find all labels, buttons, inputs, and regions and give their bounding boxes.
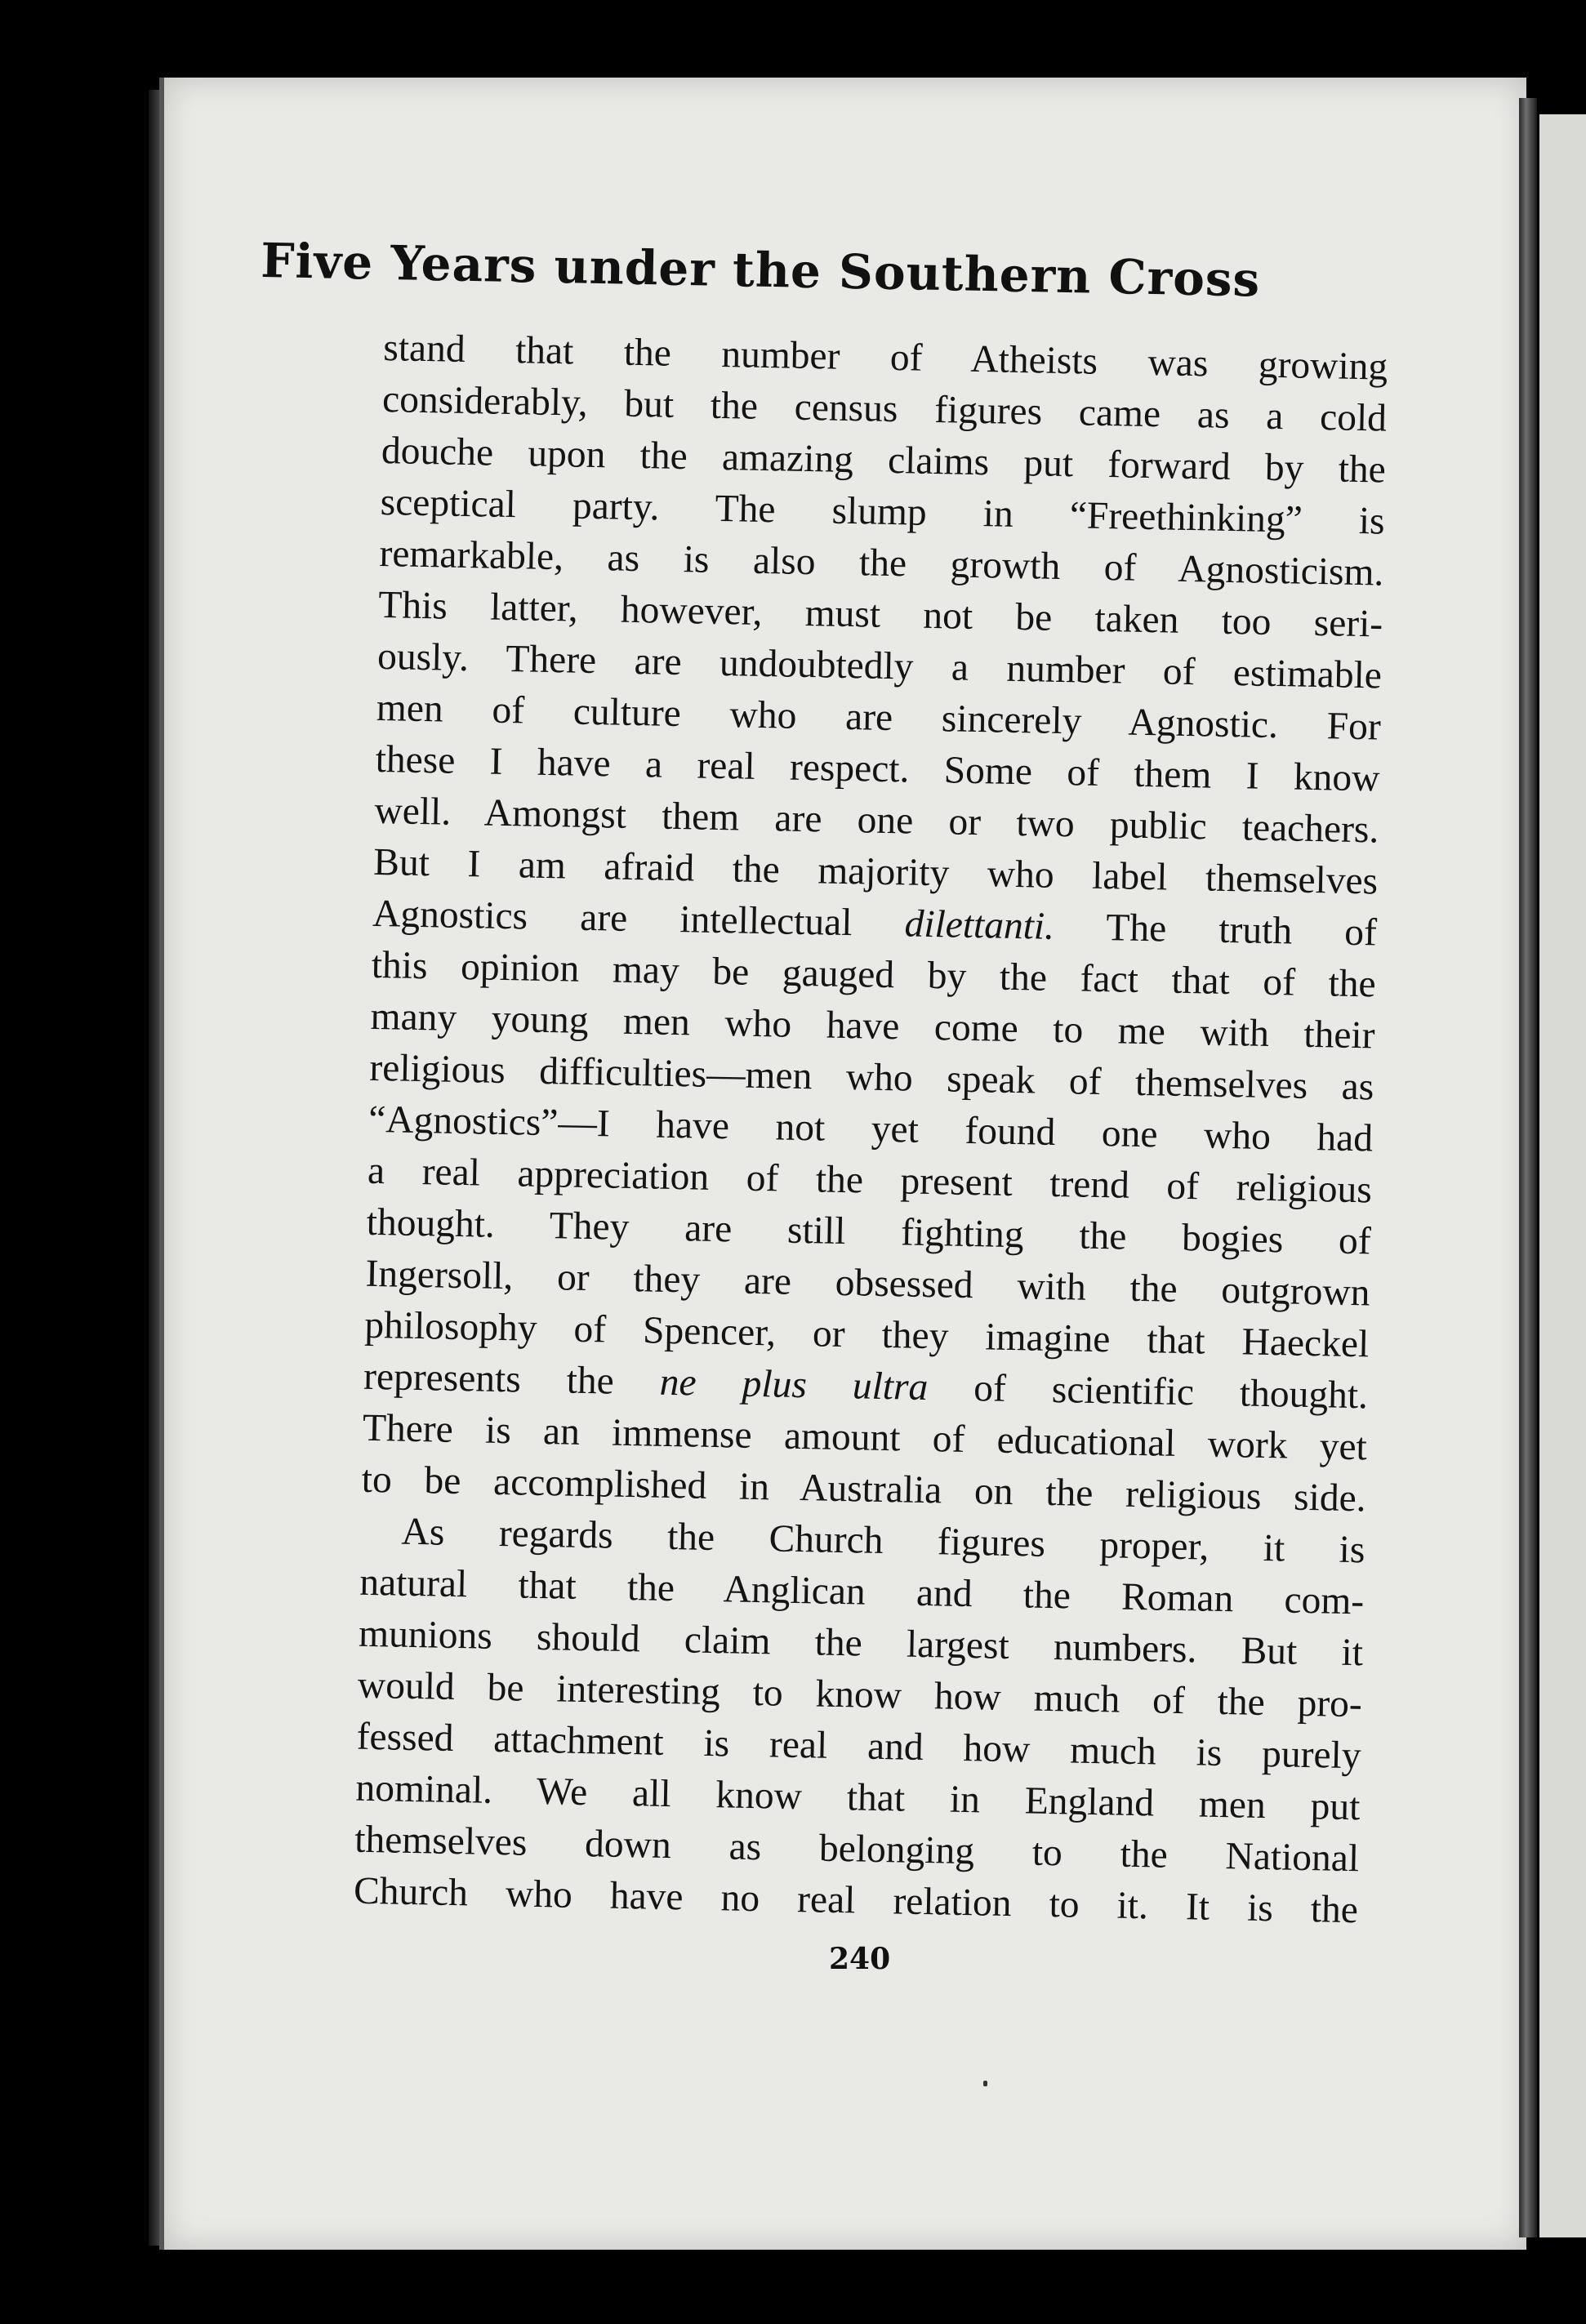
next-page-edge [1539,114,1586,2237]
text-run: this opinion may be gauged by the fact that of the [371,943,1377,1006]
text-run: men of culture who are sincerely Agnostic. For [376,686,1382,749]
text-run: well. Amongst them are one or two public teachers. [374,789,1379,852]
page-number: 240 [829,1942,891,1976]
text-run: philosophy of Spencer, or they imagine that Haeckel [363,1303,1370,1366]
text-run: Ingersoll, or they are obsessed with the outgrown [365,1252,1370,1315]
text-run: thought. They are still fighting the bogies of [366,1200,1372,1263]
text-run: many young men who have come to me with their [370,995,1375,1057]
text-run: As regards the Church figures proper, it is [401,1510,1365,1572]
text-run: nominal. We all know that in England men put [355,1766,1361,1829]
text-run: themselves down as belonging to the National [354,1818,1360,1881]
text-run: would be interesting to know how much of the pro- [357,1663,1363,1726]
text-run: considerably, but the census figures came as a cold [381,377,1388,440]
text-run: munions should claim the largest numbers. But it [358,1612,1364,1675]
italic-text-run: ne plus ultra [659,1360,929,1409]
text-run: of scientific thought. [927,1366,1369,1418]
page-gutter-shadow [1519,98,1537,2237]
text-run: remarkable, as is also the growth of Agnosticism. [379,532,1384,594]
text-run: represents the [363,1355,661,1404]
running-head: Five Years under the Southern Cross [260,233,1261,308]
text-run: douche upon the amazing claims put forward by the [381,429,1387,492]
book-binding-edge [149,90,160,2246]
text-run: “Agnostics”—I have not yet found one who had [368,1097,1374,1160]
text-run: a real appreciation of the present trend of religious [367,1149,1373,1212]
text-run: natural that the Anglican and the Roman com- [359,1560,1365,1623]
text-run: fessed attachment is real and how much is purely [356,1715,1362,1778]
print-speck [983,2081,987,2086]
text-run: religious difficulties—men who speak of themselves as [368,1046,1374,1109]
text-run: sceptical party. The slump in “Freethinking” is [380,480,1386,543]
text-run: these I have a real respect. Some of them I know [375,737,1381,800]
text-run: ously. There are undoubtedly a number of estimable [376,634,1383,697]
text-run: Agnostics are intellectual [372,892,906,946]
italic-text-run: dilettanti. [904,902,1055,948]
body-text [354,323,1388,1936]
text-run: The truth of [1054,905,1378,955]
text-run: stand that the number of Atheists was growing [382,326,1388,389]
text-run: Church who have no real relation to it. It is the [353,1869,1359,1932]
text-run: But I am afraid the majority who label themselves [372,840,1379,903]
text-run: There is an immense amount of educational work yet [362,1406,1368,1469]
text-run: to be accomplished in Australia on the religious side. [361,1458,1367,1520]
text-run: This latter, however, must not be taken too seri- [377,583,1383,646]
